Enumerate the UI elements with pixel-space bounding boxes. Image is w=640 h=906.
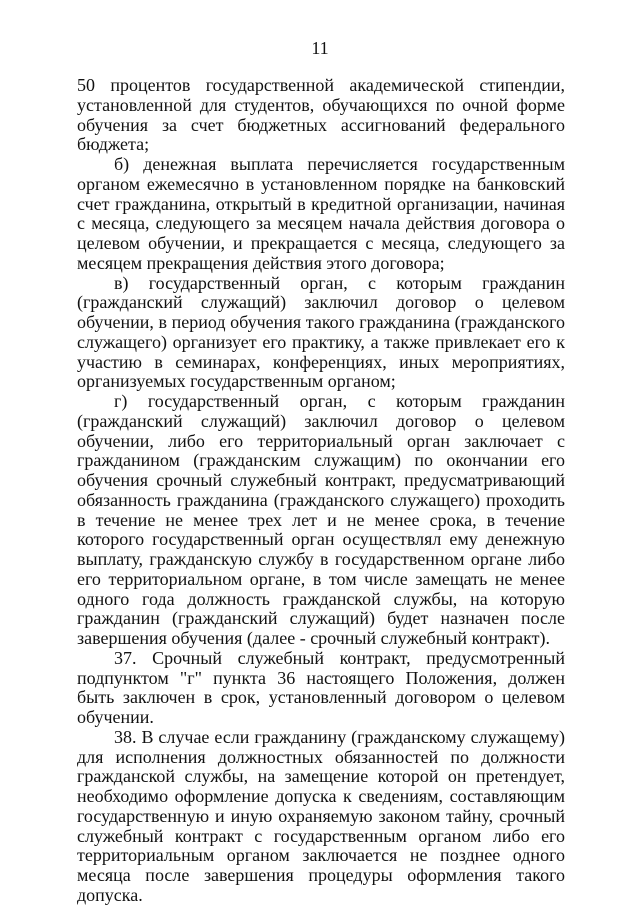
paragraph-item-38: 38. В случае если гражданину (гражданскому служащему) для исполнения должностных обязанностей по должности гражданской службы, на замещение которой он претендует, необходимо оформление допуска к сведениям, составляющим государственную и иную охраняемую законом тайну, срочный служебный контракт с государственным органом либо его территориальным органом заключается не позднее одного месяца после завершения процедуры оформления такого допуска. — [77, 726, 565, 905]
paragraph-continuation: 50 процентов государственной академической стипендии, установленной для студентов, обучающихся по очной форме обучения за счет бюджетных ассигнований федерального бюджета; — [77, 75, 565, 155]
page-number: 11 — [311, 38, 329, 58]
paragraph-subitem-b: б) денежная выплата перечисляется государственным органом ежемесячно в установленном порядке на банковский счет гражданина, открытый в кредитной организации, начиная с месяца, следующего за месяцем начала действия договора о целевом обучении, и прекращается с месяца, следующего за месяцем прекращения действия этого договора; — [77, 154, 565, 273]
paragraph-item-37: 37. Срочный служебный контракт, предусмотренный подпунктом "г" пункта 36 настоящего Положения, должен быть заключен в срок, установленный договором о целевом обучении. — [77, 647, 565, 727]
document-body — [77, 76, 565, 906]
paragraph-subitem-g: г) государственный орган, с которым гражданин (гражданский служащий) заключил договор о целевом обучении, либо его территориальный орган заключает с гражданином (гражданским служащим) по окончании его обучения срочный служебный контракт, предусматривающий обязанность гражданина (гражданского служащего) проходить в течение не менее трех лет и не менее срока, в течение которого государственный орган осуществлял ему денежную выплату, гражданскую службу в государственном органе либо его территориальном органе, в том числе замещать не менее одного года должность гражданской службы, на которую гражданин (гражданский служащий) будет назначен после завершения обучения (далее - срочный служебный контракт). — [77, 391, 565, 648]
paragraph-subitem-v: в) государственный орган, с которым гражданин (гражданский служащий) заключил договор о целевом обучении, в период обучения такого гражданина (гражданского служащего) организует его практику, а также привлекает его к участию в семинарах, конференциях, иных мероприятиях, организуемых государственным органом; — [77, 272, 565, 392]
